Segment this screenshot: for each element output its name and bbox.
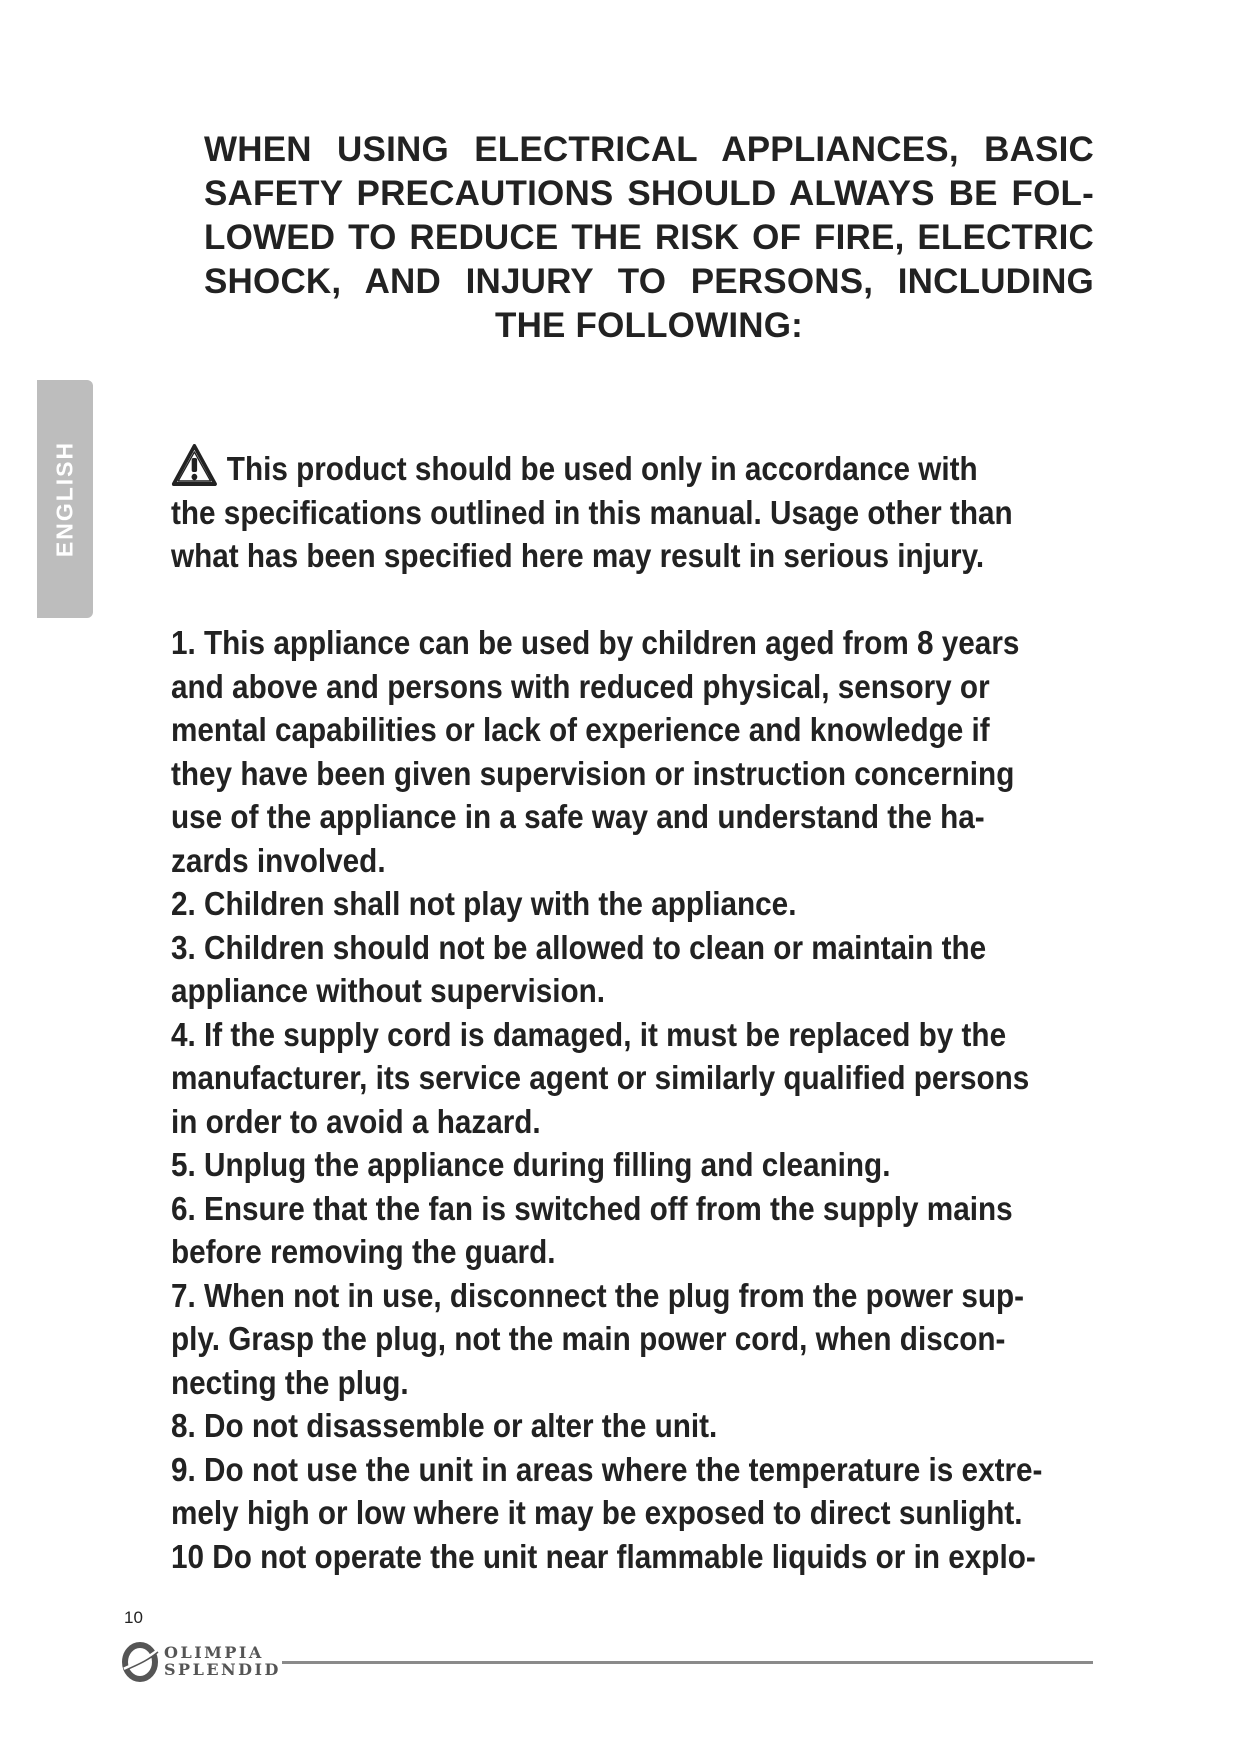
text-line: 8. Do not disassemble or alter the unit. [171, 1407, 718, 1444]
text-line: zards involved. [171, 841, 386, 879]
text-line: 10 Do not operate the unit near flammable liquids or in explo- [171, 1537, 1036, 1575]
warning-line [171, 443, 1058, 491]
text-line: before removing the guard. [171, 1233, 556, 1270]
text-line: 3. Children should not be allowed to clean or maintain the [171, 928, 987, 966]
language-tab-label: ENGLISH [51, 440, 78, 558]
text-line: appliance without supervision. [171, 972, 606, 1009]
page-heading: WHEN USING ELECTRICAL APPLIANCES, BASIC SAFETY PRECAUTIONS SHOULD ALWAYS BE FOL-LOWED TO REDUCE THE RISK OF FIRE, ELECTRIC SHOCK, AND INJURY TO PERSONS, INCLUDING THE FOLLOWING: [204, 130, 1094, 345]
text-line: they have been given supervision or instruction concerning [171, 754, 1015, 792]
paragraph-gap [171, 578, 1058, 622]
olimpia-splendid-logo-icon [120, 1642, 160, 1682]
page-number: 10 [124, 1608, 143, 1627]
text-line: what has been specified here may result in serious injury. [171, 537, 985, 574]
text-line: and above and persons with reduced physical, sensory or [171, 667, 990, 705]
text-line: mental capabilities or lack of experience and knowledge if [171, 711, 990, 748]
warning-triangle-icon [171, 443, 218, 487]
text-line: in order to avoid a hazard. [171, 1102, 541, 1140]
text-line: ply. Grasp the plug, not the main power cord, when discon- [171, 1320, 1006, 1357]
warning-text-line: This product should be used only in accordance with [226, 450, 978, 487]
brand-name [164, 1644, 281, 1678]
brand-name-line2: SPLENDID [164, 1660, 281, 1679]
text-line: 6. Ensure that the fan is switched off from the supply mains [171, 1189, 1013, 1227]
text-line: 7. When not in use, disconnect the plug from the power sup- [171, 1276, 1025, 1314]
text-line: use of the appliance in a safe way and understand the ha- [171, 798, 985, 835]
text-line: the specifications outlined in this manual. Usage other than [171, 493, 1013, 531]
brand-logo [120, 1640, 290, 1682]
safety-instructions [171, 443, 1058, 1578]
text-line: manufacturer, its service agent or similarly qualified persons [171, 1059, 1030, 1096]
text-line: mely high or low where it may be exposed to direct sunlight. [171, 1494, 1023, 1531]
text-line: necting the plug. [171, 1363, 409, 1401]
text-line: 4. If the supply cord is damaged, it must be replaced by the [171, 1015, 1007, 1053]
text-line: 2. Children shall not play with the appliance. [171, 885, 797, 922]
text-line: 5. Unplug the appliance during filling and cleaning. [171, 1146, 891, 1183]
language-tab [37, 380, 93, 618]
brand-name-line1: OLIMPIA [164, 1643, 264, 1662]
text-line: 9. Do not use the unit in areas where the temperature is extre- [171, 1450, 1043, 1488]
text-line: 1. This appliance can be used by children aged from 8 years [171, 624, 1020, 661]
footer-rule [282, 1661, 1093, 1664]
